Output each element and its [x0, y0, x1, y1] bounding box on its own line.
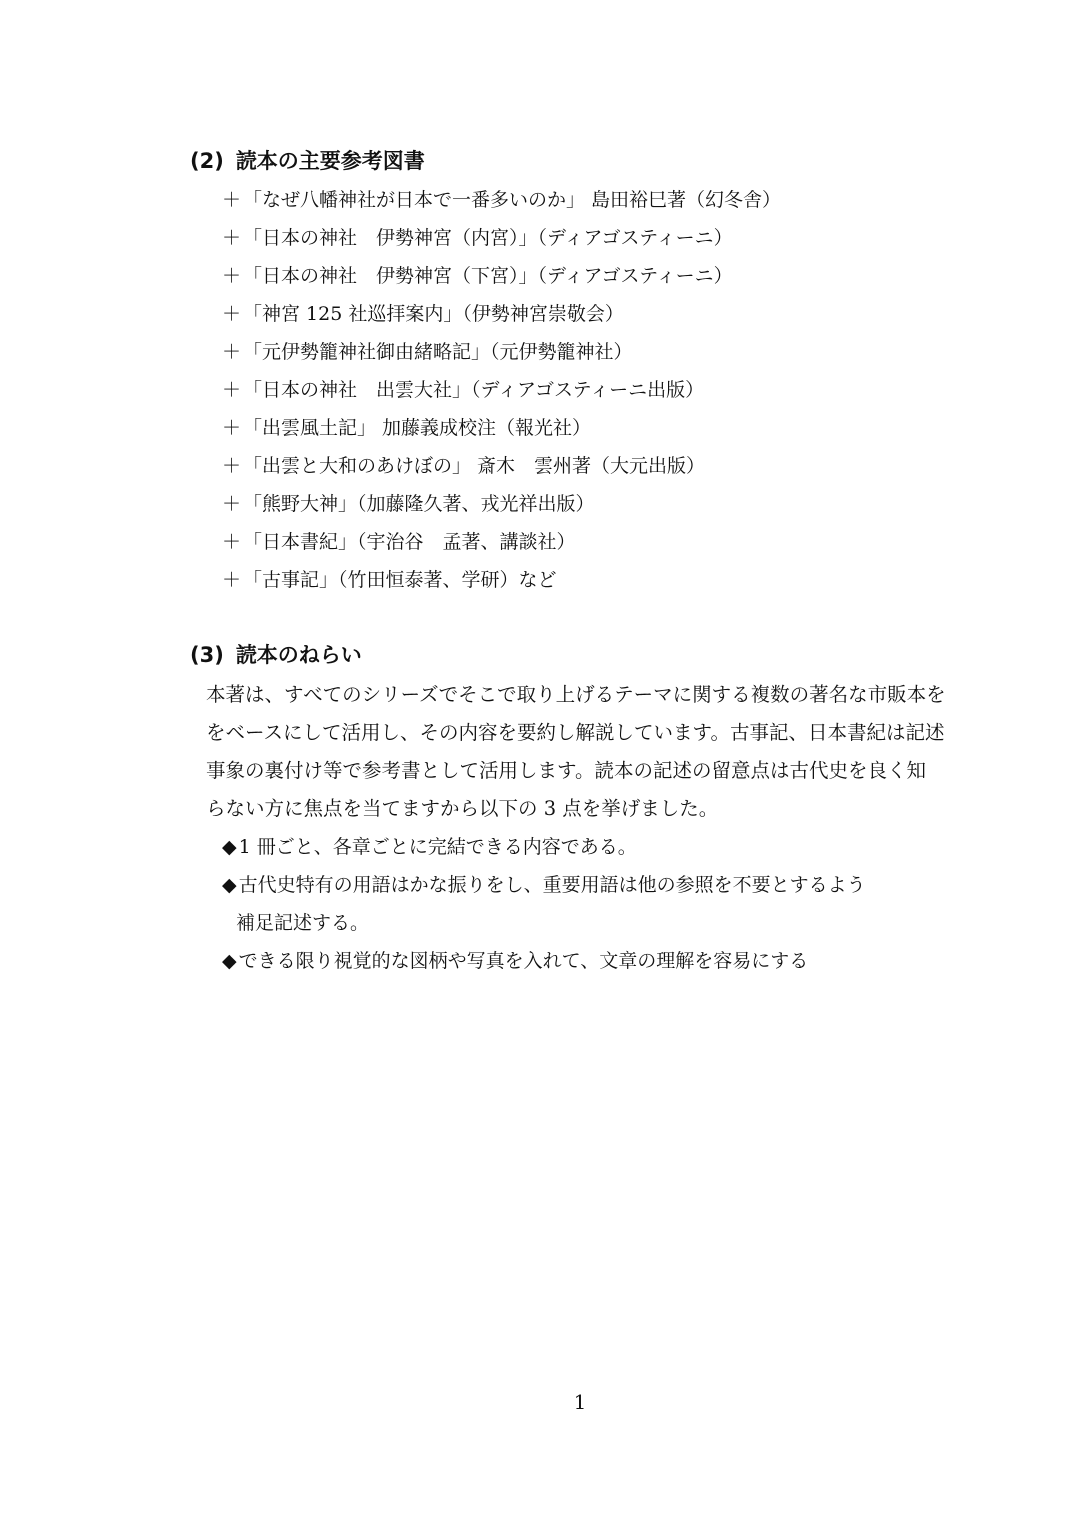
reference-text: 「出雲風土記」 加藤義成校注（報光社） [243, 417, 592, 439]
reference-text: 「元伊勢籠神社御由緒略記」（元伊勢籠神社） [243, 341, 633, 363]
plus-bullet: ＋ [222, 265, 242, 287]
aim-text: 1 冊ごと、各章ごとに完結できる内容である。 [238, 836, 637, 858]
section-2-number: (2) [190, 149, 224, 173]
plus-bullet: ＋ [222, 569, 242, 591]
plus-bullet: ＋ [222, 227, 242, 249]
plus-bullet: ＋ [222, 189, 242, 211]
aims-list [222, 828, 866, 980]
paragraph-line: 本著は、すべてのシリーズでそこで取り上げるテーマに関する複数の著名な市販本を [206, 683, 946, 706]
reference-text: 「なぜ八幡神社が日本で一番多いのか」 島田裕巳著（幻冬舎） [243, 189, 782, 211]
plus-bullet: ＋ [222, 531, 242, 553]
paragraph-line: らない方に焦点を当てますから以下の 3 点を挙げました。 [206, 797, 719, 820]
reference-text: 「古事記」（竹田恒泰著、学研）など [243, 569, 557, 591]
reference-text: 「熊野大神」（加藤隆久著、戎光祥出版） [243, 493, 595, 515]
reference-item [222, 336, 781, 374]
reference-text: 「日本の神社 伊勢神宮（内宮）」（ディアゴスティーニ） [243, 227, 733, 249]
plus-bullet: ＋ [222, 417, 242, 439]
aims-paragraph [206, 676, 1006, 828]
reference-text: 「出雲と大和のあけぼの」 斎木 雲州著（大元出版） [243, 455, 706, 477]
section-3-title: 読本のねらい [235, 643, 362, 667]
aim-text: できる限り視覚的な図柄や写真を入れて、文章の理解を容易にする [238, 950, 809, 972]
plus-bullet: ＋ [222, 455, 242, 477]
reference-item [222, 260, 781, 298]
plus-bullet: ＋ [222, 341, 242, 363]
reference-item [222, 412, 781, 450]
diamond-bullet-icon: ◆ [222, 836, 237, 858]
reference-text: 「日本の神社 出雲大社」（ディアゴスティーニ出版） [243, 379, 705, 401]
reference-item [222, 374, 781, 412]
reference-item [222, 564, 781, 602]
reference-text: 「日本の神社 伊勢神宮（下宮）」（ディアゴスティーニ） [243, 265, 733, 287]
aim-text: 古代史特有の用語はかな振りをし、重要用語は他の参照を不要とするよう [238, 874, 866, 896]
reference-item [222, 450, 781, 488]
plus-bullet: ＋ [222, 303, 242, 325]
diamond-bullet-icon: ◆ [222, 950, 237, 972]
reference-item [222, 298, 781, 336]
reference-item [222, 526, 781, 564]
paragraph-line: をベースにして活用し、その内容を要約し解説しています。古事記、日本書紀は記述 [206, 721, 945, 744]
section-3-heading [190, 640, 362, 670]
plus-bullet: ＋ [222, 379, 242, 401]
aim-text-continuation: 補足記述する。 [236, 912, 370, 934]
reference-item [222, 488, 781, 526]
section-2-title: 読本の主要参考図書 [235, 149, 425, 173]
reference-text: 「日本書紀」（宇治谷 孟著、講談社） [243, 531, 576, 553]
paragraph-line: 事象の裏付け等で参考書として活用します。読本の記述の留意点は古代史を良く知 [206, 759, 926, 782]
aim-item [222, 828, 866, 866]
plus-bullet: ＋ [222, 493, 242, 515]
reference-item [222, 184, 781, 222]
diamond-bullet-icon: ◆ [222, 874, 237, 896]
aim-item [222, 942, 866, 980]
section-2-heading [190, 146, 425, 176]
reference-list [222, 184, 781, 602]
aim-item [222, 866, 866, 942]
reference-item [222, 222, 781, 260]
reference-text: 「神宮 125 社巡拝案内」（伊勢神宮崇敬会） [243, 303, 624, 325]
page-number: 1 [573, 1390, 587, 1414]
section-3-number: (3) [190, 643, 224, 667]
